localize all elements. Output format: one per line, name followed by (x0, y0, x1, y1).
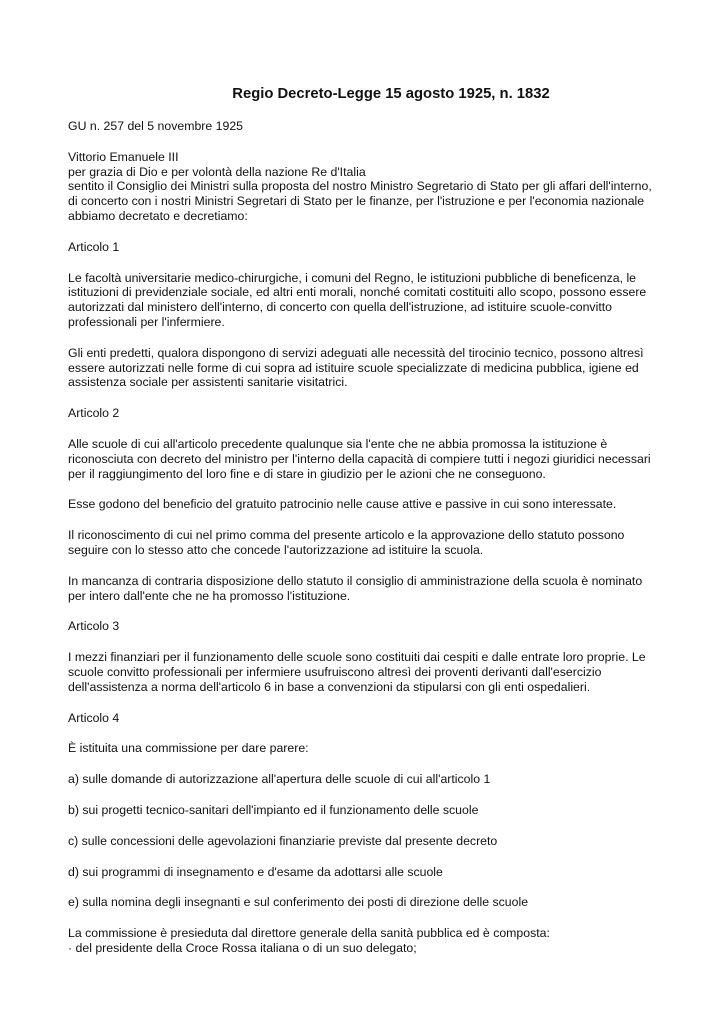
list-item: a) sulle domande di autorizzazione all'apertura delle scuole di cui all'articolo 1 (68, 772, 491, 787)
preamble-line: di concerto con i nostri Ministri Segretari di Stato per le finanze, per l'istruzione e per l'economia nazionale (68, 194, 645, 209)
text-line: Gli enti predetti, qualora dispongono di servizi adeguati alle necessità del tirocinio tecnico, possono altresì (68, 345, 644, 360)
page-title: Regio Decreto-Legge 15 agosto 1925, n. 1832 (232, 86, 550, 102)
article-4-intro (68, 741, 684, 756)
article-heading: Articolo 4 (68, 710, 120, 725)
text-line: Le facoltà universitarie medico-chirurgiche, i comuni del Regno, le istituzioni pubbliche di beneficenza, le (68, 270, 637, 285)
text-line: · del presidente della Croce Rossa italiana o di un suo delegato; (68, 940, 417, 955)
article-1-paragraph-1 (68, 271, 684, 330)
text-line: È istituita una commissione per dare parere: (68, 741, 309, 756)
article-4-item-b (68, 803, 684, 818)
gazette-reference (68, 119, 684, 134)
list-item: b) sui progetti tecnico-sanitari dell'impianto ed il funzionamento delle scuole (68, 802, 479, 817)
article-heading: Articolo 2 (68, 406, 120, 421)
article-2-heading (68, 406, 684, 421)
article-heading: Articolo 1 (68, 239, 120, 254)
list-item: d) sui programmi di insegnamento e d'esame da adottarsi alle scuole (68, 864, 443, 879)
text-line: professionali per l'infermiere. (68, 314, 225, 329)
article-4-item-d (68, 865, 684, 880)
preamble (68, 150, 684, 224)
article-heading: Articolo 3 (68, 619, 120, 634)
list-item: c) sulle concessioni delle agevolazioni finanziarie previste dal presente decreto (68, 833, 498, 848)
text-line: dell'assistenza a norma dell'articolo 6 in base a convenzioni da stipularsi con gli enti ospedalieri. (68, 679, 591, 694)
article-1-paragraph-2 (68, 346, 684, 390)
preamble-line: abbiamo decretato e decretiamo: (68, 208, 248, 223)
text-line: per intero dall'ente che ne ha promosso l'istituzione. (68, 588, 351, 603)
article-3-paragraph-1 (68, 650, 684, 694)
article-2-paragraph-4 (68, 574, 684, 604)
article-2-paragraph-1 (68, 437, 684, 481)
text-line: La commissione è presieduta dal direttore generale della sanità pubblica ed è composta: (68, 926, 550, 941)
preamble-line: per grazia di Dio e per volontà della nazione Re d'Italia (68, 164, 366, 179)
article-2-paragraph-2 (68, 497, 684, 512)
preamble-line: sentito il Consiglio dei Ministri sulla proposta del nostro Ministro Segretario di Stato per gli affari dell'interno, (68, 179, 652, 194)
text-line: Il riconoscimento di cui nel primo comma del presente articolo e la approvazione dello statuto possono (68, 528, 625, 543)
text-line: Alle scuole di cui all'articolo precedente qualunque sia l'ente che ne abbia promossa la istituzione è (68, 436, 608, 451)
text-line: assistenza sociale per assistenti sanitarie visitatrici. (68, 375, 348, 390)
text-line: per il raggiungimento del loro fine e di stare in giudizio per le azioni che ne conseguono. (68, 466, 546, 481)
list-item: e) sulla nomina degli insegnanti e sul conferimento dei posti di direzione delle scuole (68, 895, 529, 910)
article-1-heading (68, 240, 684, 255)
text-line: scuole convitto professionali per infermiere usufruiscono altresì dei proventi derivanti dall'esercizio (68, 664, 602, 679)
text-line: istituzioni di previdenziale sociale, ed altri enti morali, nonché comitati costituiti allo scopo, possono essere (68, 285, 647, 300)
article-4-item-a (68, 772, 684, 787)
article-2-paragraph-3 (68, 528, 684, 558)
text-line: riconosciuta con decreto del ministro per l'interno della capacità di compiere tutti i negozi giuridici necessari (68, 451, 651, 466)
text-line: In mancanza di contraria disposizione dello statuto il consiglio di amministrazione della scuola è nominato (68, 573, 643, 588)
article-4-item-e (68, 895, 684, 910)
gazette-line: GU n. 257 del 5 novembre 1925 (68, 119, 244, 133)
text-line: autorizzati dal ministero dell'interno, di concerto con quella dell'istruzione, ad istituire scuole-convitto (68, 300, 612, 315)
text-line: seguire con lo stesso atto che concede l'autorizzazione ad istituire la scuola. (68, 542, 484, 557)
article-4-heading (68, 711, 684, 726)
text-line: Esse godono del beneficio del gratuito patrocinio nelle cause attive e passive in cui sono interessate. (68, 497, 617, 512)
article-4-composition (68, 926, 684, 956)
article-4-item-c (68, 834, 684, 849)
article-3-heading (68, 619, 684, 634)
preamble-line: Vittorio Emanuele III (68, 149, 179, 164)
text-line: essere autorizzati nelle forme di cui sopra ad istituire scuole specializzate di medicina pubblica, igiene ed (68, 360, 639, 375)
text-line: I mezzi finanziari per il funzionamento delle scuole sono costituiti dai cespiti e dalle entrate loro proprie. Le (68, 650, 646, 665)
